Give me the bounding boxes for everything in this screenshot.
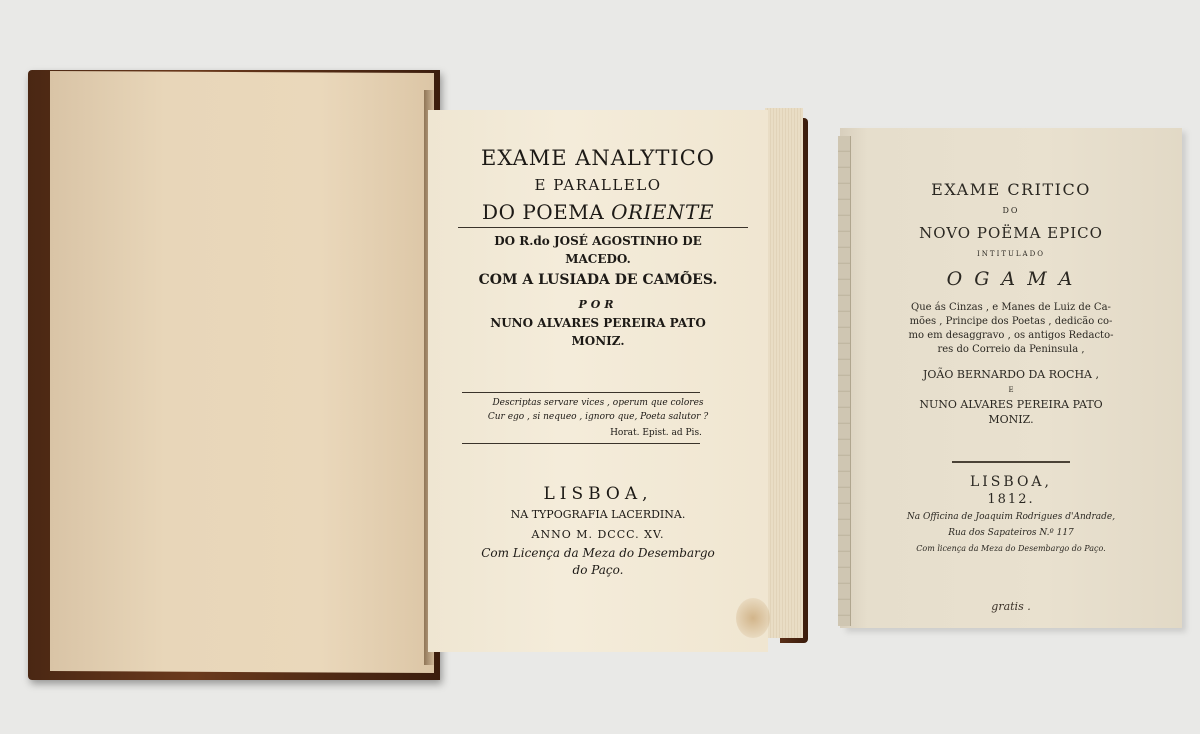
book2-title-line2: NOVO POËMA EPICO	[919, 224, 1103, 242]
book1-epigraph-source: Horat. Epist. ad Pis.	[610, 428, 702, 438]
book1-license-line1: Com Licença da Meza do Desembargo	[481, 546, 715, 560]
book1-por: POR	[578, 298, 618, 311]
book1-endpaper	[50, 71, 434, 673]
book1-title-line3-oriente: ORIENTE	[611, 200, 714, 224]
book2-author2-line2: MONIZ.	[988, 413, 1034, 426]
book2-handwritten-note: gratis .	[991, 600, 1031, 613]
book2-title-page	[840, 128, 1182, 628]
book2-intitulado: INTITULADO	[977, 250, 1045, 258]
book1-author-line2: MACEDO.	[565, 252, 631, 266]
book1-year: ANNO M. DCCC. XV.	[531, 528, 665, 541]
book1-epigraph-line2: Cur ego , si nequeo , ignoro que, Poeta salutor ?	[487, 412, 709, 422]
book2-dedication-line3: mo em desaggravo , os antigos Redacto-	[908, 330, 1114, 341]
book1-comparison: COM A LUSIADA DE CAMÕES.	[478, 272, 718, 288]
book2-e: E	[1008, 386, 1014, 394]
book2-do: DO	[1002, 206, 1020, 215]
book2-title-line1: EXAME CRITICO	[931, 180, 1091, 199]
book1-writer-line2: MONIZ.	[571, 334, 625, 348]
book1-writer-line1: NUNO ALVARES PEREIRA PATO	[490, 316, 706, 330]
book2-author1: JOÃO BERNARDO DA ROCHA ,	[923, 368, 1099, 381]
book2-dedication-line2: mões , Principe dos Poetas , dedicão co-	[909, 316, 1113, 327]
book1-title-line3-prefix: DO POEMA	[482, 200, 612, 224]
book2-poem-name: O G A M A	[946, 268, 1076, 290]
book2-dedication-line1: Que ás Cinzas , e Manes de Luiz de Ca-	[911, 302, 1111, 313]
book2-stitched-spine	[838, 136, 851, 626]
book2-printer-line1: Na Officina de Joaquim Rodrigues d'Andrade,	[906, 512, 1116, 522]
book1-author-line1: DO R.do JOSÉ AGOSTINHO DE	[494, 234, 702, 248]
book1-license-line2: do Paço.	[572, 563, 624, 577]
book2-dedication-line4: res do Correio da Peninsula ,	[937, 344, 1085, 355]
book2-license: Com licença da Meza do Desembargo do Paço.	[916, 544, 1106, 553]
book2-printer-line2: Rua dos Sapateiros N.º 117	[948, 528, 1074, 538]
book1-epigraph-rule-bottom	[462, 443, 700, 444]
book1-city: LISBOA,	[543, 484, 653, 504]
book1-epigraph-rule-top	[462, 392, 700, 393]
book1-foxing-stain	[736, 598, 770, 638]
book1-printer: NA TYPOGRAFIA LACERDINA.	[510, 508, 686, 521]
book2-city: LISBOA,	[969, 474, 1052, 490]
book1-title-line3	[428, 200, 768, 224]
book1-page-stack	[765, 108, 803, 638]
book1-title-line2: E PARALLELO	[534, 176, 662, 194]
book1-title-line1: EXAME ANALYTICO	[481, 146, 715, 170]
book2-year: 1812.	[987, 492, 1035, 507]
book1-epigraph-line1: Descriptas servare vices , operum que colores	[492, 398, 704, 408]
book2-ornament-rule	[952, 461, 1070, 463]
book1-title-underline	[458, 227, 748, 228]
book1-title-page	[428, 110, 768, 652]
book2-author2-line1: NUNO ALVARES PEREIRA PATO	[919, 398, 1103, 411]
